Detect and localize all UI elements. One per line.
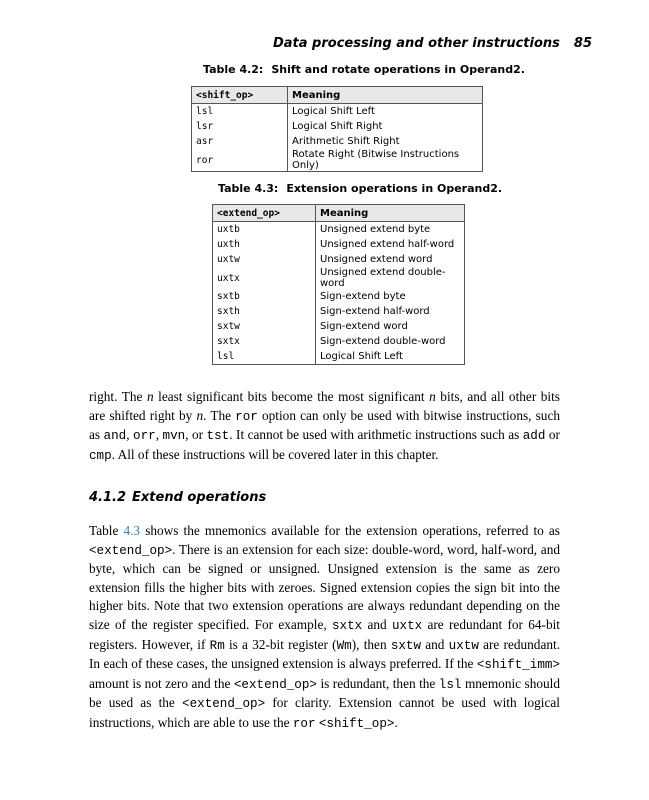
cell-op: ror (192, 149, 288, 172)
cell-meaning: Logical Shift Left (316, 349, 465, 365)
cell-meaning: Sign-extend word (316, 319, 465, 334)
paragraph-shift-ror (89, 388, 560, 465)
table-4-3-caption (218, 182, 502, 195)
cell-meaning: Sign-extend double-word (316, 334, 465, 349)
table-4-3-label: Table 4.3: (218, 182, 279, 195)
table-row (213, 334, 465, 349)
running-header (0, 36, 592, 51)
cell-meaning: Sign-extend byte (316, 289, 465, 304)
table-row (213, 289, 465, 304)
cell-op: uxtw (213, 252, 316, 267)
cell-meaning: Logical Shift Right (288, 119, 483, 134)
column-header-meaning: Meaning (288, 87, 483, 104)
cell-op: lsl (192, 104, 288, 120)
paragraph-extend-ops (89, 522, 560, 734)
table-row (192, 119, 483, 134)
table-row (213, 222, 465, 238)
column-header-shift-op: <shift_op> (192, 87, 288, 104)
table-row (192, 149, 483, 172)
table-row (213, 252, 465, 267)
table-header-row (192, 87, 483, 104)
cell-op: uxth (213, 237, 316, 252)
table-row (213, 349, 465, 365)
table-row (213, 267, 465, 289)
cell-meaning: Unsigned extend half-word (316, 237, 465, 252)
table-4-2-caption (203, 63, 525, 76)
code-tst: tst (206, 429, 230, 444)
cell-meaning: Rotate Right (Bitwise Instructions Only) (288, 149, 483, 172)
section-title: Extend operations (132, 490, 267, 505)
table-4-3-caption-text: Extension operations in Operand2. (286, 182, 503, 195)
section-number: 4.1.2 (89, 490, 127, 505)
code-mvn: mvn (162, 429, 186, 444)
column-header-meaning: Meaning (316, 205, 465, 222)
code-and: and (103, 429, 127, 444)
cell-meaning: Unsigned extend double-word (316, 267, 465, 289)
table-4-2 (191, 86, 483, 172)
code-add: add (522, 429, 546, 444)
table-reference-link[interactable]: 4.3 (123, 523, 141, 538)
cell-op: asr (192, 134, 288, 149)
cell-op: sxth (213, 304, 316, 319)
cell-op: uxtx (213, 267, 316, 289)
cell-op: lsr (192, 119, 288, 134)
table-row (213, 237, 465, 252)
cell-meaning: Logical Shift Left (288, 104, 483, 120)
cell-meaning: Arithmetic Shift Right (288, 134, 483, 149)
cell-meaning: Sign-extend half-word (316, 304, 465, 319)
table-row (213, 319, 465, 334)
cell-op: uxtb (213, 222, 316, 238)
column-header-extend-op: <extend_op> (213, 205, 316, 222)
paragraph-text: Table 4.3 shows the mnemonics available for the extension operations, referred to as <extend_op>. There is an extension for each size: double-word, word, half-word, and byte, which can be signed or unsigned. Unsigned extension is the same as zero extension fills the higher bits with zeroes. Signed extension copies the sign bit into the higher bits. Note that two extension operations are always redundant depending on the size of the register specified. For example, sxtx and uxtx are redundant for 64-bit registers. However, if Rm is a 32-bit register (Wm), then sxtw and uxtw are redundant. In each of these cases, the unsigned extension is always preferred. If the <shift_imm> amount is not zero and the <extend_op> is redundant, then the lsl mnemonic should be used as the <extend_op> for clarity. Extension cannot be used with logical instructions, which are able to use the ror <shift_op>. (89, 523, 561, 731)
cell-meaning: Unsigned extend byte (316, 222, 465, 238)
table-4-2-label: Table 4.2: (203, 63, 264, 76)
page-number: 85 (573, 36, 592, 51)
header-title: Data processing and other instructions (272, 36, 560, 51)
table-4-3 (212, 204, 465, 365)
code-ror: ror (235, 409, 258, 424)
section-heading (89, 490, 266, 505)
table-row (192, 134, 483, 149)
cell-op: sxtw (213, 319, 316, 334)
table-row (192, 104, 483, 120)
cell-meaning: Unsigned extend word (316, 252, 465, 267)
table-4-2-caption-text: Shift and rotate operations in Operand2. (271, 63, 525, 76)
table-header-row (213, 205, 465, 222)
code-cmp: cmp (89, 448, 112, 463)
paragraph-text: right. The n least significant bits become the most significant n bits, and all other bits are shifted right by n. The ror option can only be used with bitwise instructions, such as and, orr, mvn, or tst. It cannot be used with arithmetic instructions such as add or cmp. All of these instructions will be covered later in this chapter. (89, 389, 560, 463)
table-row (213, 304, 465, 319)
cell-op: lsl (213, 349, 316, 365)
code-orr: orr (133, 429, 156, 444)
cell-op: sxtb (213, 289, 316, 304)
cell-op: sxtx (213, 334, 316, 349)
